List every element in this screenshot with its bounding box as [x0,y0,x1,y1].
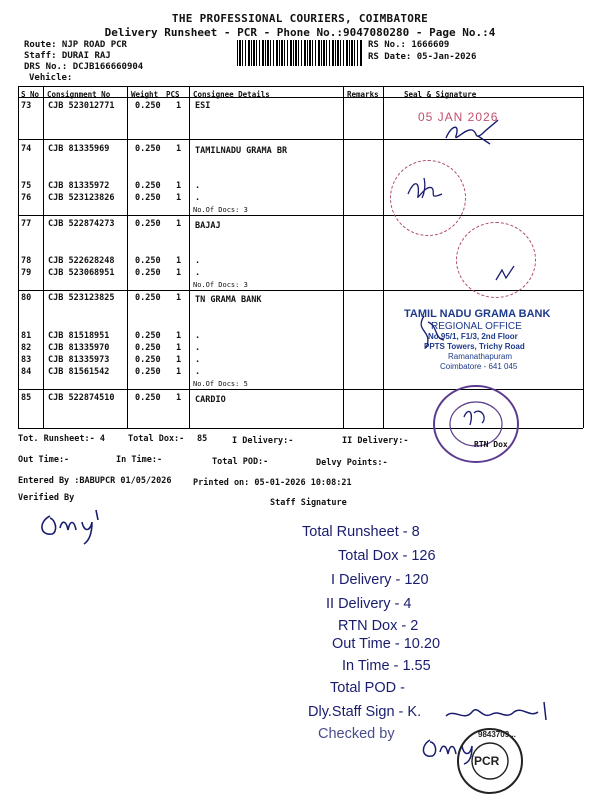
hand-value: 126 [411,548,436,564]
signature-bank [404,312,454,352]
total-dox-label: Total Dox:- [128,434,185,444]
hand-value: 1.55 [402,658,431,674]
table-row-consignee: . [195,367,201,377]
hand-label: Total Runsheet [302,524,399,540]
signature-esi [438,118,508,148]
table-row-pcs: 1 [176,101,182,111]
bank-stamp-office: REGIONAL OFFICE [431,321,522,332]
table-row-pcs: 1 [176,256,182,266]
round-stamp-red-2 [456,222,536,298]
hand-total-dox: Total Dox - 126 [338,548,436,564]
hand-i-delivery: I Delivery - 120 [331,572,429,588]
table-row-pcs: 1 [176,367,182,377]
table-row-wt: 0.250 [135,393,161,403]
hand-label: Checked by [318,726,395,742]
table-row-cn: CJB 81335969 [48,144,110,154]
company-title: THE PROFESSIONAL COURIERS, COIMBATORE [171,12,429,25]
table-row-wt: 0.250 [135,219,161,229]
table-row-sno: 81 [21,331,32,341]
table-row-wt: 0.250 [135,144,161,154]
cardio-hospital-stamp [430,383,522,465]
in-time-label: In Time:- [116,455,163,465]
col-header-pcs: PCS [166,90,180,99]
table-row-pcs: 1 [176,144,182,154]
bank-stamp-addr1: No.95/1, F1/3, 2nd Floor [428,332,518,341]
table-row-wt: 0.250 [135,181,161,191]
docs-count: No.Of Docs: 3 [193,206,248,214]
verified-signature [36,506,116,546]
table-row-consignee: ESI [195,101,211,111]
table-row-sno: 80 [21,293,32,303]
hand-checked-by [318,726,395,742]
hand-value: 2 [410,618,419,634]
table-row-cn: CJB 523123825 [48,293,115,303]
table-row-pcs: 1 [176,293,182,303]
table-row-cn: CJB 522628248 [48,256,115,266]
table-row-pcs: 1 [176,343,182,353]
col-header-seal: Seal & Signature [404,90,477,99]
staff-label: Staff: DURAI RAJ [24,51,111,61]
hand-label: Total POD [330,680,397,696]
table-row-sno: 79 [21,268,32,278]
table-row-sno: 85 [21,393,32,403]
table-row-wt: 0.250 [135,331,161,341]
date-stamp: 05 JAN 2026 [418,110,499,124]
rtn-dox-label: RTN Dox [474,440,508,449]
hand-label: Dly.Staff Sign [308,704,395,720]
table-row-sno: 77 [21,219,32,229]
table-row-consignee: TAMILNADU GRAMA BR [195,146,288,156]
total-pod-label: Total POD:- [212,457,269,467]
table-row-sno: 74 [21,144,32,154]
col-header-weight: Weight [131,90,159,99]
hand-dly-staff-sign: Dly.Staff Sign - K. [308,704,422,720]
hand-total-runsheet: Total Runsheet - 8 [302,524,420,540]
docs-count: No.Of Docs: 5 [193,380,248,388]
table-row-cn: CJB 81335970 [48,343,110,353]
printed-on: Printed on: 05-01-2026 10:08:21 [193,478,352,488]
hand-value: 4 [403,596,412,612]
drs-label: DRS No.: DCJB166660904 [24,62,144,72]
hand-total-pod: Total POD - [330,680,405,696]
table-row-pcs: 1 [176,268,182,278]
table-row-cn: CJB 522874510 [48,393,115,403]
table-row-pcs: 1 [176,193,182,203]
table-row-pcs: 1 [176,219,182,229]
col-header-sno: S No [21,90,40,99]
table-row-sno: 84 [21,367,32,377]
table-row-consignee: . [195,343,201,353]
table-row-wt: 0.250 [135,268,161,278]
col-header-remarks: Remarks [347,90,379,99]
table-row-consignee: . [195,268,201,278]
table-row-cn: CJB 81561542 [48,367,110,377]
table-row-cn: CJB 523068951 [48,268,115,278]
table-row-consignee: . [195,181,201,191]
out-time-label: Out Time:- [18,455,70,465]
table-row-wt: 0.250 [135,367,161,377]
vehicle-label: Vehicle: [29,73,73,83]
table-row-consignee: . [195,256,201,266]
table-row-cn: CJB 81335972 [48,181,110,191]
table-row-sno: 73 [21,101,32,111]
table-row-wt: 0.250 [135,355,161,365]
table-row-wt: 0.250 [135,343,161,353]
bank-stamp-addr4: Coimbatore - 641 045 [440,362,518,371]
table-row-sno: 83 [21,355,32,365]
signature-tn-grama [402,176,452,206]
staff-signature [444,698,554,728]
hand-rtn-dox: RTN Dox - 2 [338,618,419,634]
total-dox-value: 85 [197,434,208,444]
table-row-wt: 0.250 [135,193,161,203]
table-row-sno: 78 [21,256,32,266]
ii-delivery-label: II Delivery:- [342,436,409,446]
table-row-sno: 82 [21,343,32,353]
table-row-wt: 0.250 [135,293,161,303]
bank-stamp-addr2: PPTS Towers, Trichy Road [424,342,525,351]
hand-value: 120 [404,572,429,588]
table-row-sno: 75 [21,181,32,191]
route-label: Route: NJP ROAD PCR [24,40,127,50]
hand-label: Out Time [332,636,391,652]
tot-runsheet: Tot. Runsheet:- 4 [18,434,105,444]
table-row-sno: 76 [21,193,32,203]
verified-by-label: Verified By [18,493,75,503]
hand-value: 10.20 [403,636,441,652]
bank-stamp-addr3: Ramanathapuram [448,352,513,361]
table-row-consignee: . [195,193,201,203]
hand-label: Total Dox [338,548,399,564]
table-row-cn: CJB 523123826 [48,193,115,203]
rs-date-label: RS Date: 05-Jan-2026 [368,52,477,62]
table-row-wt: 0.250 [135,101,161,111]
table-row-pcs: 1 [176,181,182,191]
hand-in-time: In Time - 1.55 [342,658,431,674]
i-delivery-label: I Delivery:- [232,436,294,446]
table-row-consignee: TN GRAMA BANK [195,295,262,305]
barcode [237,40,362,66]
hand-label: In Time [342,658,390,674]
table-row-pcs: 1 [176,393,182,403]
bank-stamp-title: TAMIL NADU GRAMA BANK [404,308,551,320]
hand-ii-delivery: II Delivery - 4 [326,596,412,612]
entered-by: Entered By :BABUPCR 01/05/2026 [18,476,172,486]
staff-signature-label: Staff Signature [270,498,347,508]
col-header-consignee: Consignee Details [193,90,270,99]
pcr-stamp-label: PCR [474,754,500,768]
delvy-points-label: Delvy Points:- [316,458,388,468]
rs-no-label: RS No.: 1666609 [368,40,450,50]
hand-label: RTN Dox [338,618,398,634]
hand-value: K. [407,704,422,720]
docs-count: No.Of Docs: 3 [193,281,248,289]
hand-label: I Delivery [331,572,392,588]
table-row-cn: CJB 522874273 [48,219,115,229]
runsheet-subtitle: Delivery Runsheet - PCR - Phone No.:9047080280 - Page No.:4 [104,26,496,39]
hand-value: 8 [411,524,420,540]
table-row-consignee: . [195,331,201,341]
table-row-consignee: CARDIO [195,395,226,405]
table-row-cn: CJB 81335973 [48,355,110,365]
table-row-wt: 0.250 [135,256,161,266]
hand-out-time: Out Time - 10.20 [332,636,441,652]
col-header-consignment: Consignment No [47,90,111,99]
table-row-cn: CJB 81518951 [48,331,110,341]
signature-bajaj [494,262,524,284]
table-row-cn: CJB 523012771 [48,101,115,111]
table-row-consignee: . [195,355,201,365]
table-row-pcs: 1 [176,355,182,365]
hand-label: II Delivery [326,596,391,612]
pcr-stamp-ring-text: 9843709... [478,730,516,739]
table-row-consignee: BAJAJ [195,221,221,231]
table-row-pcs: 1 [176,331,182,341]
